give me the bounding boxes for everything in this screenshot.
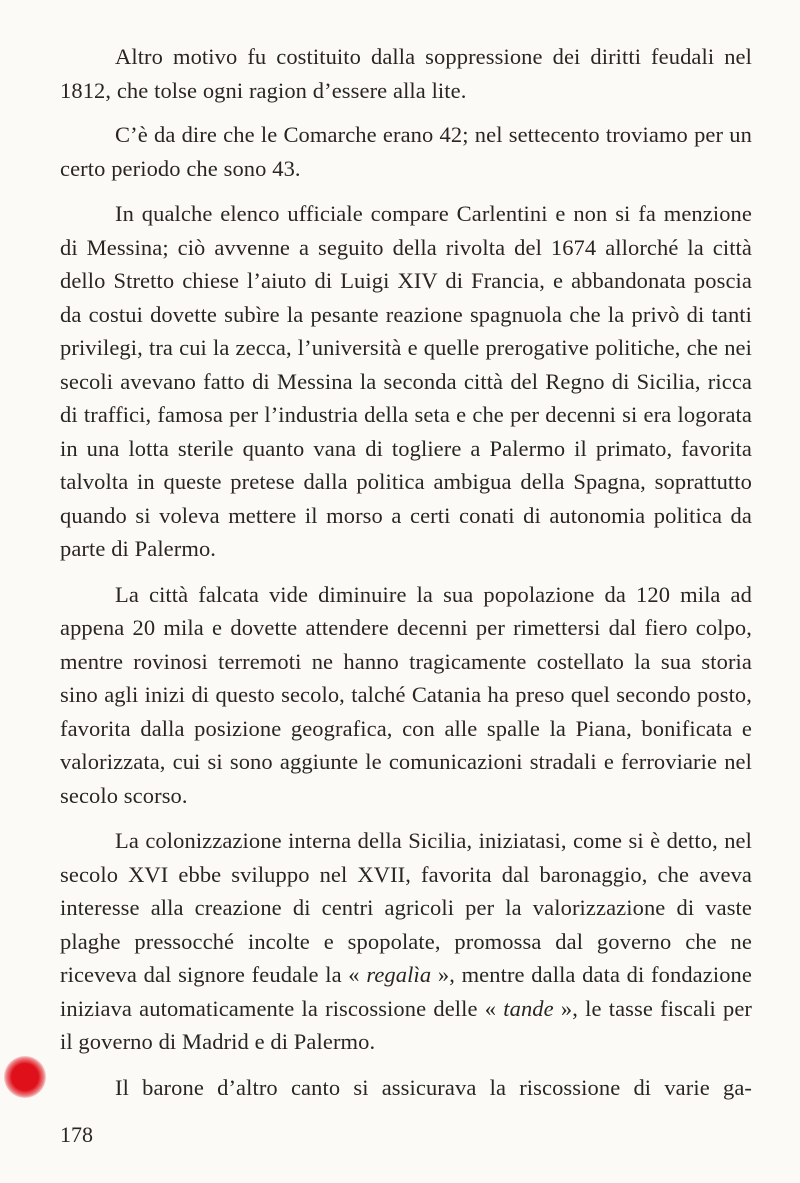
paragraph-3: In qualche elenco ufficiale compare Carlentini e non si fa menzione di Messina; ciò avvenne a seguito della rivolta del 1674 allorché la città dello Stretto chiese l’aiuto di Luigi XIV di Francia, e abbandonata poscia da costui dovette subìre la pesante reazione spagnuola che la privò di tanti privilegi, tra cui la zecca, l’università e quelle prerogative politiche, che nei secoli avevano fatto di Messina la seconda città del Regno di Sicilia, ricca di traffici, famosa per l’industria della seta e che per decenni si era logorata in una lotta sterile quanto vana di togliere a Palermo il primato, favorita talvolta in queste pretese dalla politica ambigua della Spagna, soprattutto quando si voleva mettere il morso a certi conati di autonomia politica da parte di Palermo. <box>60 201 752 561</box>
paragraph-1: Altro motivo fu costituito dalla soppressione dei diritti feudali nel 1812, che tolse ogni ragion d’essere alla lite. <box>60 44 752 103</box>
paragraph-2: C’è da dire che le Comarche erano 42; nel settecento troviamo per un certo periodo che sono 43. <box>60 122 752 181</box>
page-number: 178 <box>60 1122 93 1147</box>
page-body <box>60 40 752 1116</box>
italic-term: regalìa <box>366 962 432 987</box>
red-marker-dot <box>4 1056 46 1098</box>
italic-term: tande <box>503 995 554 1021</box>
paragraph-6: Il barone d’altro canto si assicurava la riscossione di varie ga- <box>115 1074 752 1100</box>
paragraph-4: La città falcata vide diminuire la sua popolazione da 120 mila ad appena 20 mila e dovette attendere decenni per rimettersi dal fiero colpo, mentre rovinosi terremoti ne hanno tragicamente costellato la sua storia sino agli inizi di questo secolo, talché Catania ha preso quel secondo posto, favorita dalla posizione geografica, con alle spalle la Piana, bonificata e valorizzata, cui si sono aggiunte le comunicazioni stradali e ferroviarie nel secolo scorso. <box>60 581 752 808</box>
paragraph-5: La colonizzazione interna della Sicilia, iniziatasi, come si è detto, nel secolo XVI ebbe sviluppo nel XVII, favorita dal baronaggio, che aveva interesse alla creazione di centri agricoli per la valorizzazione di vaste plaghe pressocché incolte e spopolate, promossa dal governo che ne riceveva dal signore feudale la « regalìa », mentre dalla data di fondazione iniziava automaticamente la riscossione delle « tande », le tasse fiscali per il governo di Madrid e di Palermo. <box>60 828 752 1054</box>
